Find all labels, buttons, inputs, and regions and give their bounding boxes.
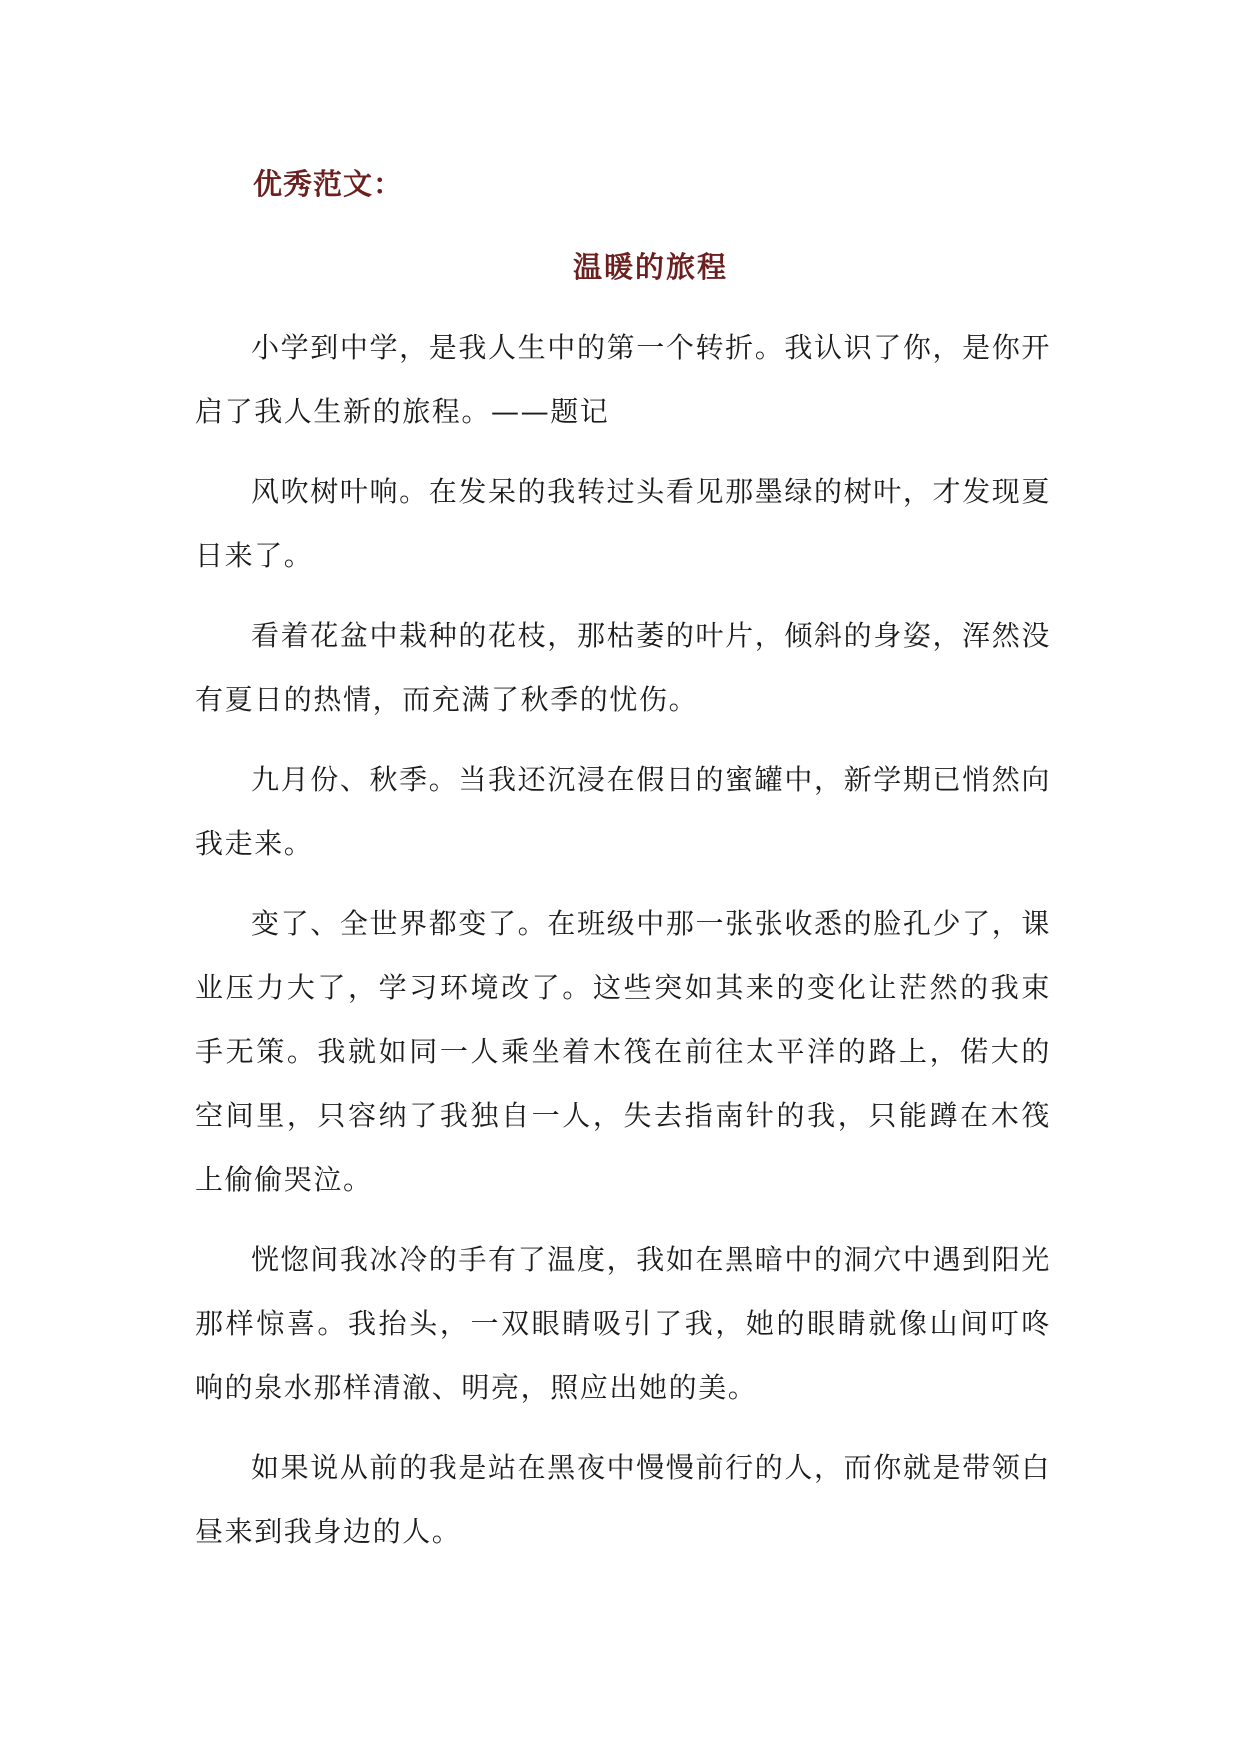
essay-body: [195, 316, 1051, 1580]
paragraph: 变了、全世界都变了。在班级中那一张张收悉的脸孔少了，课业压力大了，学习环境改了。这些突如其来的变化让茫然的我束手无策。我就如同一人乘坐着木筏在前往太平洋的路上，偌大的空间里，只容纳了我独自一人，失去指南针的我，只能蹲在木筏上偷偷哭泣。: [195, 907, 1051, 1196]
paragraph: 九月份、秋季。当我还沉浸在假日的蜜罐中，新学期已悄然向我走来。: [195, 763, 1051, 860]
paragraph: 小学到中学，是我人生中的第一个转折。我认识了你，是你开启了我人生新的旅程。——题记: [195, 331, 1051, 428]
paragraph: 看着花盆中栽种的花枝，那枯萎的叶片，倾斜的身姿，浑然没有夏日的热情，而充满了秋季的忧伤。: [195, 619, 1051, 716]
essay-title: 温暖的旅程: [572, 250, 728, 284]
section-label: 优秀范文：: [253, 167, 404, 201]
paragraph: 恍惚间我冰冷的手有了温度，我如在黑暗中的洞穴中遇到阳光那样惊喜。我抬头，一双眼睛吸引了我，她的眼睛就像山间叮咚响的泉水那样清澈、明亮，照应出她的美。: [195, 1243, 1051, 1404]
paragraph: 风吹树叶响。在发呆的我转过头看见那墨绿的树叶，才发现夏日来了。: [195, 475, 1051, 572]
paragraph: 如果说从前的我是站在黑夜中慢慢前行的人，而你就是带领白昼来到我身边的人。: [195, 1451, 1051, 1548]
